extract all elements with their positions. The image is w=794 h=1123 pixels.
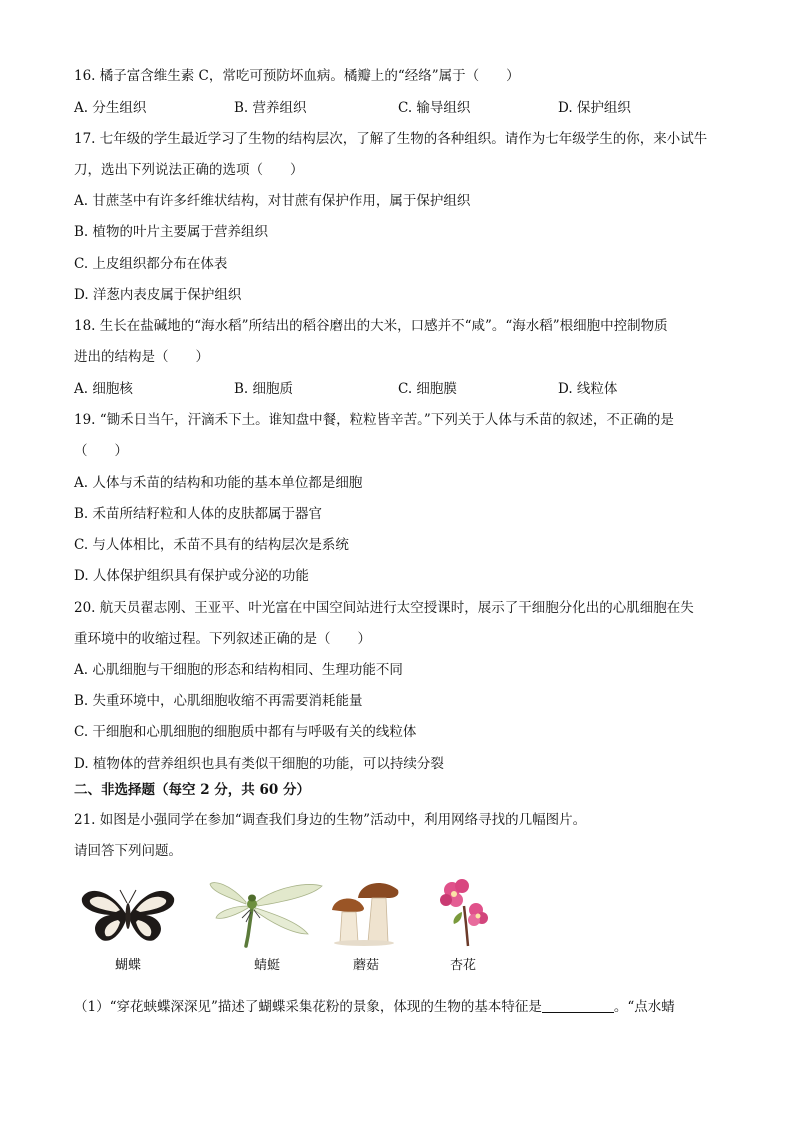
q16-option-d: D. 保护组织 [558,100,631,116]
q20-option-b: B. 失重环境中，心肌细胞收缩不再需要消耗能量 [74,693,363,709]
q20-stem-line2: 重环境中的收缩过程。下列叙述正确的是（ ） [74,631,371,647]
q18-option-b: B. 细胞质 [234,381,294,397]
q16-stem: 16. 橘子富含维生素 C，常吃可预防坏血病。橘瓣上的“经络”属于（ ） [74,68,520,84]
q17-option-a: A. 甘蔗茎中有许多纤维状结构，对甘蔗有保护作用，属于保护组织 [74,193,471,209]
caption-mushroom: 蘑菇 [352,958,379,973]
q19-stem-line1: 19. “锄禾日当午，汗滴禾下土。谁知盘中餐，粒粒皆辛苦。”下列关于人体与禾苗的叙述，不正确的是 [74,412,674,428]
q19-option-a: A. 人体与禾苗的结构和功能的基本单位都是细胞 [74,475,363,491]
section-heading: 二、非选择题（每空 2 分，共 60 分） [74,782,310,798]
caption-dragonfly: 蜻蜓 [253,958,280,973]
q17-stem-line2: 刀，选出下列说法正确的选项（ ） [74,162,304,178]
q20-option-a: A. 心肌细胞与干细胞的形态和结构相同、生理功能不同 [74,662,403,678]
q19-stem-line2: （ ） [74,443,128,459]
q21-sub1 [74,998,675,1016]
q20-option-c: C. 干细胞和心肌细胞的细胞质中都有与呼吸有关的线粒体 [74,724,417,740]
q19-option-b: B. 禾苗所结籽粒和人体的皮肤都属于器官 [74,506,323,522]
q16-option-a: A. 分生组织 [74,100,147,116]
q20-stem-line1: 20. 航天员翟志刚、王亚平、叶光富在中国空间站进行太空授课时，展示了干细胞分化出的心肌细胞在失 [74,600,694,616]
q21-stem-line1: 21. 如图是小强同学在参加“调查我们身边的生物”活动中，利用网络寻找的几幅图片。 [74,812,587,828]
answer-blank[interactable] [542,998,614,1013]
caption-apricot-flower: 杏花 [449,958,476,973]
mushroom-image [328,876,402,952]
butterfly-image [80,884,176,950]
q17-option-b: B. 植物的叶片主要属于营养组织 [74,224,269,240]
q17-stem-line1: 17. 七年级的学生最近学习了生物的结构层次，了解了生物的各种组织。请作为七年级学生的你，来小试牛 [74,131,708,147]
q21-sub1-tail: 。“点水蜻 [613,999,675,1015]
q17-option-d: D. 洋葱内表皮属于保护组织 [74,287,242,303]
q18-option-c: C. 细胞膜 [398,381,457,397]
q19-option-d: D. 人体保护组织具有保护或分泌的功能 [74,568,309,584]
apricot-flower-image [432,876,496,952]
q16-option-b: B. 营养组织 [234,100,307,116]
dragonfly-image [208,878,326,952]
q16-option-c: C. 输导组织 [398,100,471,116]
q18-stem-line2: 进出的结构是（ ） [74,349,209,365]
q18-option-d: D. 线粒体 [558,381,618,397]
q21-figure [74,870,544,980]
q21-sub1-text: （1）“穿花蛱蝶深深见”描述了蝴蝶采集花粉的景象，体现的生物的基本特征是 [74,999,542,1015]
q18-option-a: A. 细胞核 [74,381,133,397]
q18-stem-line1: 18. 生长在盐碱地的“海水稻”所结出的稻谷磨出的大米，口感并不“咸”。“海水稻”根细胞中控制物质 [74,318,668,334]
q19-option-c: C. 与人体相比，禾苗不具有的结构层次是系统 [74,537,349,553]
caption-butterfly: 蝴蝶 [114,958,141,973]
q21-stem-line2: 请回答下列问题。 [74,843,182,859]
q17-option-c: C. 上皮组织都分布在体表 [74,256,228,272]
q20-option-d: D. 植物体的营养组织也具有类似干细胞的功能，可以持续分裂 [74,756,444,772]
